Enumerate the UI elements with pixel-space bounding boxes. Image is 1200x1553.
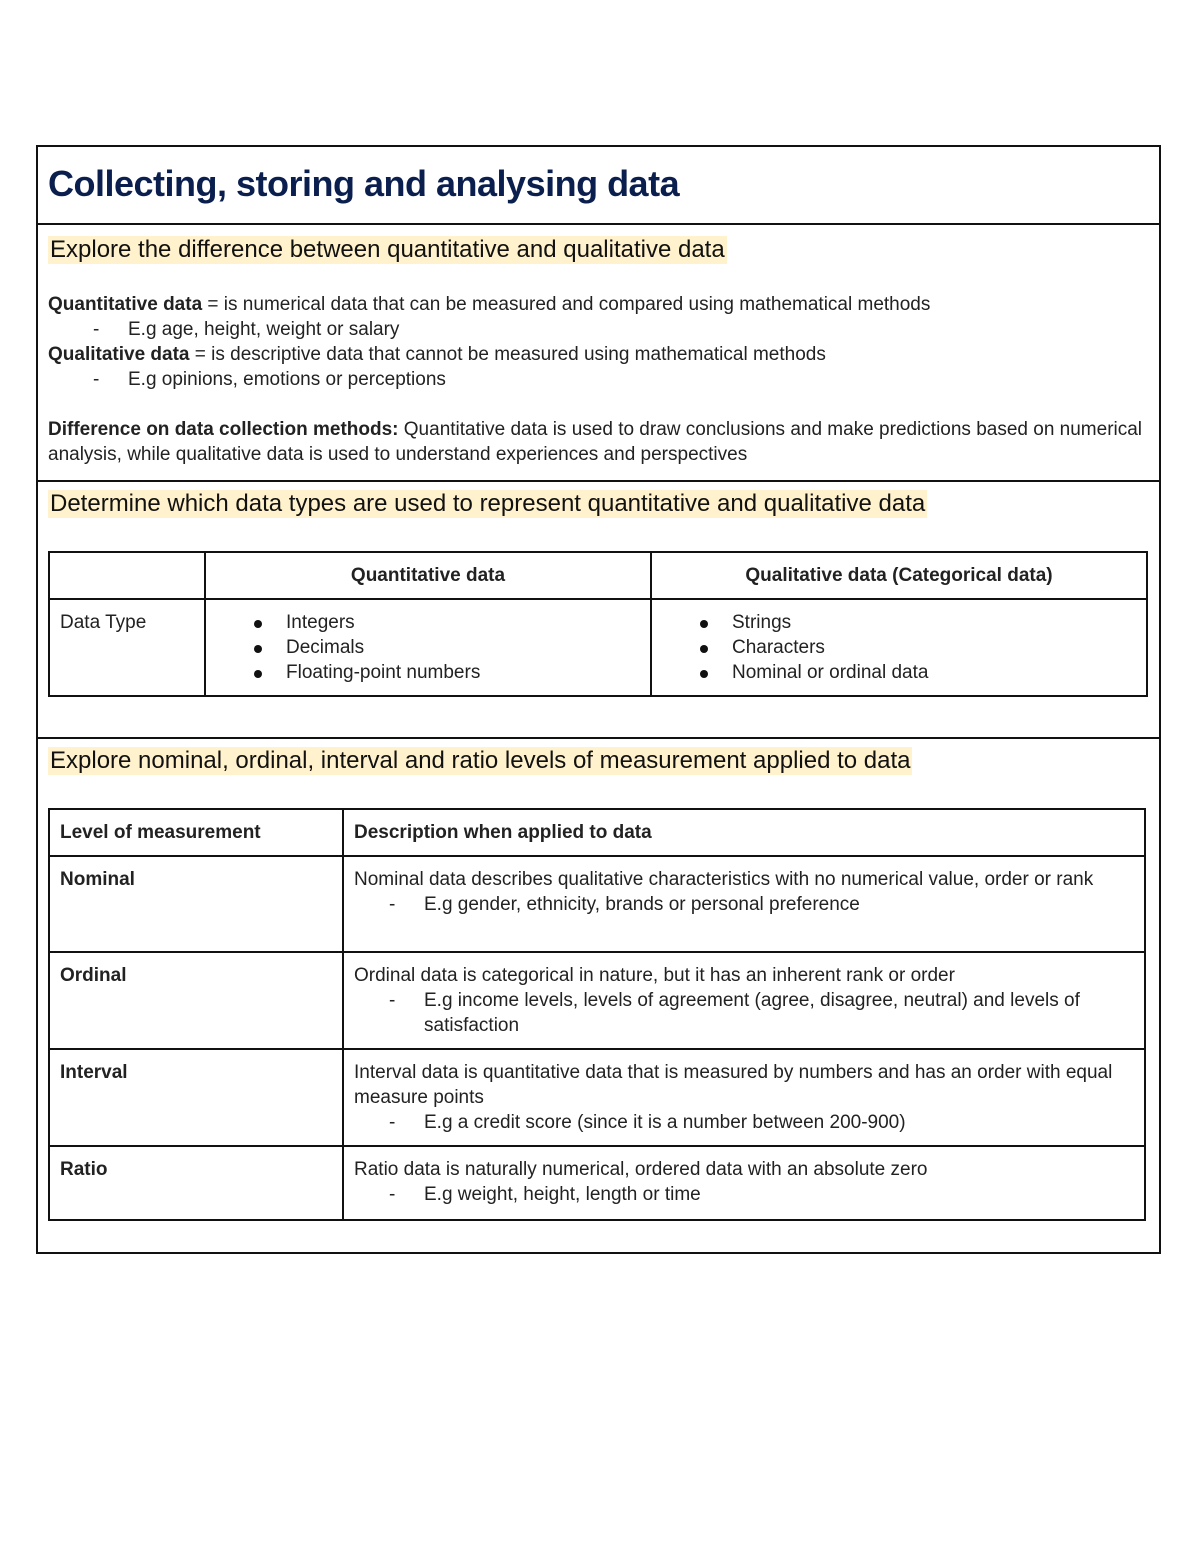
- qual-definition: Qualitative data = is descriptive data that cannot be measured using mathematical methods: [48, 344, 826, 365]
- document-box: [36, 145, 1161, 1254]
- section-levels: [38, 737, 1159, 1254]
- qual-example: - E.g opinions, emotions or perceptions: [93, 369, 446, 390]
- table-row: Ratio Ratio data is naturally numerical, ordered data with an absolute zero - E.g weight, height, length or time: [49, 1146, 1145, 1220]
- levels-table: [48, 808, 1146, 1221]
- table-row: Nominal Nominal data describes qualitative characteristics with no numerical value, order or rank - E.g gender, ethnicity, brands or personal preference: [49, 856, 1145, 952]
- quant-definition: Quantitative data = is numerical data that can be measured and compared using mathematical methods: [48, 294, 931, 315]
- table-row: Ordinal Ordinal data is categorical in nature, but it has an inherent rank or order - E.g income levels, levels of agreement (agree, disagree, neutral) and levels of satisfaction: [49, 952, 1145, 1049]
- section-heading: Explore the difference between quantitative and qualitative data: [50, 236, 725, 263]
- difference-text: Difference on data collection methods: Quantitative data is used to draw conclusions and make predictions based on numerical analysis, while qualitative data is used to understand experiences and perspectives: [48, 419, 1143, 465]
- title-section: [38, 147, 1159, 225]
- page-title: Collecting, storing and analysing data: [48, 163, 680, 204]
- col-header: Level of measurement: [49, 809, 343, 856]
- section-heading: Determine which data types are used to represent quantitative and qualitative data: [50, 490, 926, 517]
- quant-example: - E.g age, height, weight or salary: [93, 319, 400, 340]
- data-types-table: [48, 551, 1148, 697]
- row-label: Data Type: [49, 599, 205, 696]
- col-header: Description when applied to data: [343, 809, 1145, 856]
- quant-types-list: Integers Decimals Floating-point numbers: [251, 610, 640, 685]
- qual-types-list: Strings Characters Nominal or ordinal data: [697, 610, 1136, 685]
- col-header: Quantitative data: [205, 552, 651, 599]
- col-header: Qualitative data (Categorical data): [651, 552, 1147, 599]
- table-row: Interval Interval data is quantitative data that is measured by numbers and has an order with equal measure points - E.g a credit score (since it is a number between 200-900): [49, 1049, 1145, 1146]
- section-quant-qual: [38, 224, 1159, 482]
- section-data-types: [38, 480, 1159, 739]
- section-heading: Explore nominal, ordinal, interval and ratio levels of measurement applied to data: [50, 747, 911, 774]
